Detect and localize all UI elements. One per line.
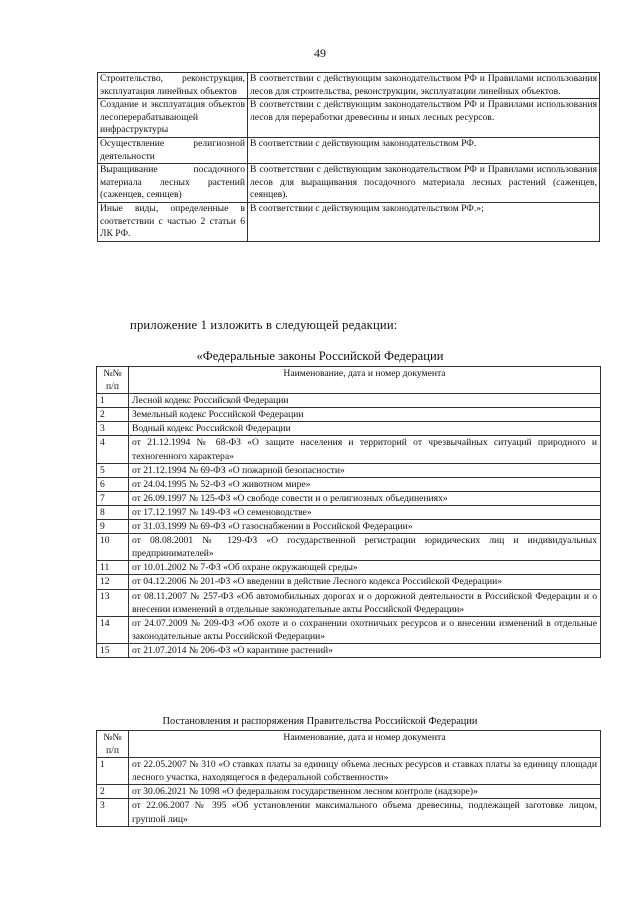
row-number: 1 — [97, 758, 129, 785]
government-acts-heading: Постановления и распоряжения Правительства Российской Федерации — [162, 716, 478, 727]
header-name: Наименование, дата и номер документа — [129, 731, 601, 758]
document-name: от 26.09.1997 № 125-ФЗ «О свободе совести и о религиозных объединениях» — [129, 491, 601, 505]
document-name: Водный кодекс Российской Федерации — [129, 422, 601, 436]
row-number: 12 — [97, 575, 129, 589]
table-row — [97, 505, 601, 519]
document-name: Земельный кодекс Российской Федерации — [129, 408, 601, 422]
table-row — [97, 520, 601, 534]
activity-cell: Создание и эксплуатация объектов лесоперерабатывающей инфраструктуры — [98, 99, 248, 138]
row-number: 14 — [97, 616, 129, 643]
intro-text: приложение 1 изложить в следующей редакции: — [130, 318, 398, 332]
row-number: 10 — [97, 534, 129, 561]
table-header-row — [97, 731, 601, 758]
document-name: от 08.11.2007 № 257-ФЗ «Об автомобильных дорогах и о дорожной деятельности в Российской Федерации и о внесении изменений в отдельные законодательные акты Российской Федерации» — [129, 589, 601, 616]
document-name: от 21.07.2014 № 206-ФЗ «О карантине растений» — [129, 643, 601, 657]
header-name: Наименование, дата и номер документа — [129, 367, 601, 394]
document-name: от 22.05.2007 № 310 «О ставках платы за единицу объема лесных ресурсов и ставках платы за единицу площади лесного участка, находящегося в федеральной собственности» — [129, 758, 601, 785]
table-row — [98, 202, 600, 241]
header-num: №№ п/п — [97, 731, 129, 758]
document-name: от 31.03.1999 № 69-ФЗ «О газоснабжении в Российской Федерации» — [129, 520, 601, 534]
table-row — [97, 463, 601, 477]
activity-cell: Строительство, реконструкция, эксплуатация линейных объектов — [98, 73, 248, 99]
row-number: 9 — [97, 520, 129, 534]
row-number: 1 — [97, 394, 129, 408]
document-name: от 08.08.2001 № 129-ФЗ «О государственной регистрации юридических лиц и индивидуальных предпринимателей» — [129, 534, 601, 561]
document-name: от 21.12.1994 № 69-ФЗ «О пожарной безопасности» — [129, 463, 601, 477]
table-row — [98, 164, 600, 203]
document-name: от 24.04.1995 № 52-ФЗ «О животном мире» — [129, 477, 601, 491]
document-name: от 24.07.2009 № 209-ФЗ «Об охоте и о сохранении охотничьих ресурсов и о внесении изменений в отдельные законодательные акты Российской Федерации» — [129, 616, 601, 643]
row-number: 8 — [97, 505, 129, 519]
table-row — [97, 491, 601, 505]
table-row — [98, 99, 600, 138]
table-row — [97, 758, 601, 785]
forest-use-table — [97, 72, 600, 242]
row-number: 3 — [97, 799, 129, 826]
row-number: 6 — [97, 477, 129, 491]
document-name: от 22.06.2007 № 395 «Об установлении максимального объема древесины, подлежащей заготовке лицом, группой лиц» — [129, 799, 601, 826]
rule-cell: В соответствии с действующим законодательством РФ и Правилами использования лесов для переработки древесины и иных лесных ресурсов. — [248, 99, 600, 138]
document-name: Лесной кодекс Российской Федерации — [129, 394, 601, 408]
rule-cell: В соответствии с действующим законодательством РФ и Правилами использования лесов для выращивания посадочного материала лесных растений (саженцев, сеянцев). — [248, 164, 600, 203]
table-row — [97, 534, 601, 561]
document-name: от 21.12.1994 № 68-ФЗ «О защите населения и территорий от чрезвычайных ситуаций природного и техногенного характера» — [129, 436, 601, 463]
document-name: от 17.12.1997 № 149-ФЗ «О семеноводстве» — [129, 505, 601, 519]
row-number: 15 — [97, 643, 129, 657]
activity-cell: Выращивание посадочного материала лесных растений (саженцев, сеянцев) — [98, 164, 248, 203]
table-row — [97, 589, 601, 616]
government-acts-table — [96, 730, 601, 827]
federal-laws-heading: «Федеральные законы Российской Федерации — [196, 349, 444, 363]
rule-cell: В соответствии с действующим законодательством РФ.»; — [248, 202, 600, 241]
document-name: от 10.01.2002 № 7-ФЗ «Об охране окружающей среды» — [129, 561, 601, 575]
row-number: 7 — [97, 491, 129, 505]
table-row — [97, 561, 601, 575]
table-row — [97, 643, 601, 657]
table-row — [97, 799, 601, 826]
table-row — [97, 422, 601, 436]
table-header-row — [97, 367, 601, 394]
header-num: №№ п/п — [97, 367, 129, 394]
activity-cell: Иные виды, определенные в соответствии с частью 2 статьи 6 ЛК РФ. — [98, 202, 248, 241]
table-row — [97, 616, 601, 643]
row-number: 13 — [97, 589, 129, 616]
document-name: от 04.12.2006 № 201-ФЗ «О введении в действие Лесного кодекса Российской Федерации» — [129, 575, 601, 589]
table-row — [97, 408, 601, 422]
row-number: 11 — [97, 561, 129, 575]
table-row — [98, 137, 600, 163]
table-row — [98, 73, 600, 99]
activity-cell: Осуществление религиозной деятельности — [98, 137, 248, 163]
table-row — [97, 394, 601, 408]
row-number: 5 — [97, 463, 129, 477]
table-row — [97, 477, 601, 491]
row-number: 2 — [97, 785, 129, 799]
table-row — [97, 575, 601, 589]
row-number: 2 — [97, 408, 129, 422]
page-number: 49 — [314, 46, 326, 60]
federal-laws-table — [96, 366, 601, 658]
row-number: 3 — [97, 422, 129, 436]
table-row — [97, 785, 601, 799]
rule-cell: В соответствии с действующим законодательством РФ и Правилами использования лесов для строительства, реконструкции, эксплуатации линейных объектов. — [248, 73, 600, 99]
table-row — [97, 436, 601, 463]
document-name: от 30.06.2021 № 1098 «О федеральном государственном лесном контроле (надзоре)» — [129, 785, 601, 799]
row-number: 4 — [97, 436, 129, 463]
rule-cell: В соответствии с действующим законодательством РФ. — [248, 137, 600, 163]
